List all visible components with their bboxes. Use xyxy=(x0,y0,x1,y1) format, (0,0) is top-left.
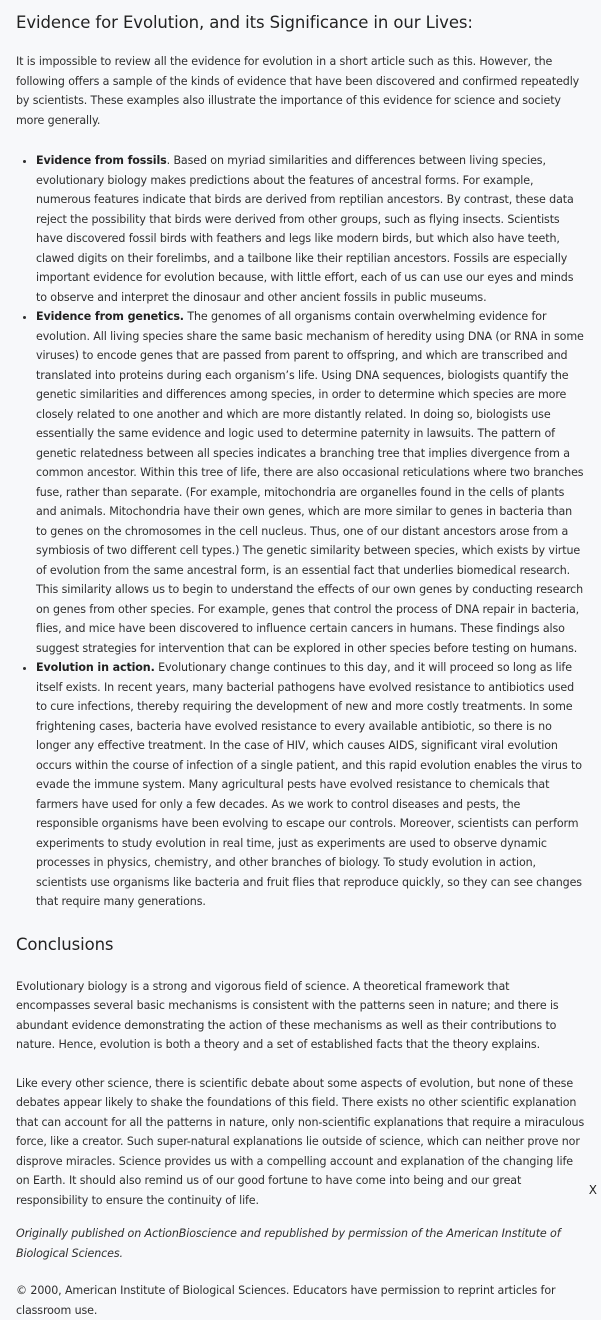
evidence-item-text: Evolutionary change continues to this day, and it will proceed so long as life itself exists. In recent years, many bacterial pathogens have evolved resistance to antibiotics used to cure infections, thereby requiring the development of new and more costly treatments. In some frightening cases, bacteria have evolved resistance to every available antibiotic, so there is no longer any effective treatment. In the case of HIV, which causes AIDS, significant viral evolution occurs within the course of infection of a single patient, and this rapid evolution enables the virus to evade the immune system. Many agricultural pests have evolved resistance to chemicals that farmers have used for only a few decades. As we work to control diseases and pests, the responsible organisms have been evolving to escape our controls. Moreover, scientists can perform experiments to study evolution in real time, just as experiments are used to observe dynamic processes in physics, chemistry, and other branches of biology. To study evolution in action, scientists use organisms like bacteria and fruit flies that reproduce quickly, so they can see changes that require many generations. xyxy=(36,661,582,908)
evidence-item-text: . Based on myriad similarities and differences between living species, evolutionary biology makes predictions about the features of ancestral forms. For example, numerous features indicate that birds are derived from reptilian ancestors. By contrast, these data reject the possibility that birds were derived from other groups, such as flying insects. Scientists have discovered fossil birds with feathers and legs like modern birds, but which also have teeth, clawed digits on their forelimbs, and a tailbone like their reptilian ancestors. Fossils are especially important evidence for evolution because, with little effort, each of us can use our eyes and minds to observe and interpret the dinosaur and other ancient fossils in public museums. xyxy=(36,154,574,304)
evidence-item-title: Evidence from fossils xyxy=(36,154,167,167)
conclusions-heading: Conclusions xyxy=(16,934,114,954)
evidence-intro-paragraph: It is impossible to review all the evidence for evolution in a short article such as this. However, the following offers a sample of the kinds of evidence that have been discovered and confirmed repeatedly by scientists. These examples also illustrate the importance of this evidence for science and society more generally. xyxy=(16,55,580,127)
evidence-item-title: Evidence from genetics. xyxy=(36,310,184,323)
conclusions-paragraph-2: Like every other science, there is scientific debate about some aspects of evolution, but none of these debates appear likely to shake the foundations of this field. There exists no other scientific explanation that can account for all the patterns in nature, only non-scientific explanations that require a miraculous force, like a creator. Such super-natural explanations lie outside of science, which can neither prove nor disprove miracles. Science provides us with a compelling account and explanation of the changing life on Earth. It should also remind us of our good fortune to have come into being and our great responsibility to ensure the continuity of life. xyxy=(16,1076,585,1207)
evidence-item-fossils xyxy=(36,151,585,307)
evidence-item-evolution-in-action xyxy=(36,658,585,912)
evidence-item-text: The genomes of all organisms contain overwhelming evidence for evolution. All living species share the same basic mechanism of heredity using DNA (or RNA in some viruses) to encode genes that are passed from parent to offspring, and which are transcribed and translated into proteins during each organism’s life. Using DNA sequences, biologists quantify the genetic similarities and differences among species, in order to determine which species are more closely related to one another and which are more distantly related. In doing so, biologists use essentially the same evidence and logic used to determine paternity in lawsuits. The pattern of genetic relatedness between all species indicates a branching tree that implies divergence from a common ancestor. Within this tree of life, there are also occasional reticulations where two branches fuse, rather than separate. (For example, mitochondria are organelles found in the cells of plants and animals. Mitochondria have their own genes, which are more similar to genes in bacteria than to genes on the chromosomes in the cell nucleus. Thus, one of our distant ancestors arose from a symbiosis of two different cell types.) The genetic similarity between species, which exists by virtue of evolution from the same ancestral form, is an essential fact that underlies biomedical research. This similarity allows us to begin to understand the effects of our own genes by conducting research on genes from other species. For example, genes that control the process of DNA repair in bacteria, flies, and mice have been discovered to influence certain cancers in humans. These findings also suggest strategies for intervention that can be explored in other species before testing on humans. xyxy=(36,310,584,655)
copyright-notice: © 2000, American Institute of Biological Sciences. Educators have permission to reprint articles for classroom use. xyxy=(16,1284,556,1317)
evidence-list xyxy=(16,151,585,912)
evidence-item-title: Evolution in action. xyxy=(36,661,155,674)
evidence-heading: Evidence for Evolution, and its Significance in our Lives: xyxy=(16,13,473,32)
evidence-item-genetics xyxy=(36,307,585,658)
publication-credit: Originally published on ActionBioscience and republished by permission of the American Institute of Biological Sciences. xyxy=(16,1227,561,1260)
conclusions-paragraph-1: Evolutionary biology is a strong and vigorous field of science. A theoretical framework that encompasses several basic mechanisms is consistent with the patterns seen in nature; and there is abundant evidence demonstrating the action of these mechanisms as well as their contributions to nature. Hence, evolution is both a theory and a set of established facts that the theory explains. xyxy=(16,979,559,1051)
close-button[interactable]: X xyxy=(588,1183,597,1197)
